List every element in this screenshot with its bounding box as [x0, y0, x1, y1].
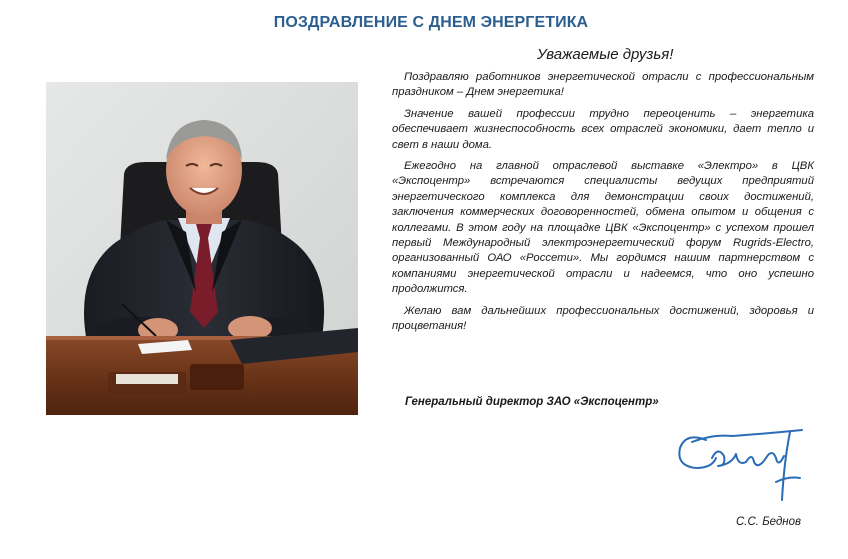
letter-greeting: Уважаемые друзья! [537, 46, 674, 63]
handwritten-signature [672, 422, 812, 504]
letter-paragraph-3: Ежегодно на главной отраслевой выставке «Электро» в ЦВК «Экспоцентр» встречаются специалисты ведущих предприятий энергетического комплекса для демонстрации своих достижений, заключения коммерческих договоренностей, обмена опытом и общения с коллегами. В этом году на площадке ЦВК «Экспоцентр» с успехом прошел первый Международный электроэнергетический форум Rugrids-Electro, организованный ОАО «Россети». Мы гордимся нашим партнерством с компаниями энергетической отрасли и надеемся, что оно успешно продолжится. [392, 160, 814, 296]
signer-name: С.С. Беднов [736, 516, 802, 528]
letter-paragraph-2: Значение вашей профессии трудно переоценить – энергетика обеспечивает жизнеспособность всех отраслей экономики, дает тепло и свет в наши дома. [392, 107, 814, 151]
page-title: ПОЗДРАВЛЕНИЕ С ДНЕМ ЭНЕРГЕТИКА [273, 14, 589, 31]
signer-position: Генеральный директор ЗАО «Экспоцентр» [405, 396, 659, 408]
director-photo [46, 82, 358, 415]
letter-paragraph-4: Желаю вам дальнейших профессиональных достижений, здоровья и процветания! [392, 304, 814, 333]
letter-paragraph-1: Поздравляю работников энергетической отрасли с профессиональным праздником – Днем энергетика! [392, 71, 814, 99]
letter-body [392, 70, 814, 341]
